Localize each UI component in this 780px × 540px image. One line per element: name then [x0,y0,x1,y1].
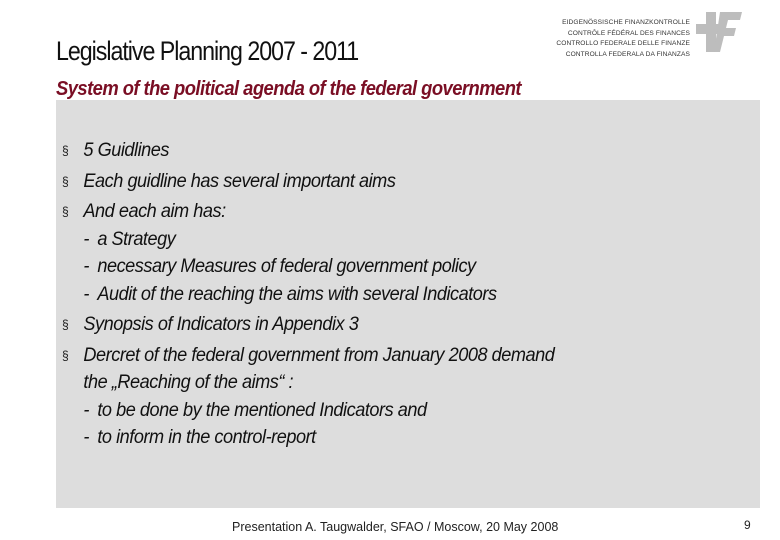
dash-marker: - [83,255,89,277]
sub-list-item-text: necessary Measures of federal government policy [97,255,476,277]
org-line-rm: CONTROLLA FEDERALA DA FINANZAS [565,50,690,58]
bullet-icon: § [62,204,69,219]
org-line-it: CONTROLLO FEDERALE DELLE FINANZE [556,40,690,47]
org-line-fr: CONTRÔLE FÉDÉRAL DES FINANCES [567,29,690,37]
dash-marker: - [83,282,89,305]
sub-list-item-text: a Strategy [97,227,176,250]
bullet-icon: § [62,317,69,332]
org-line-de: EIDGENÖSSISCHE FINANZKONTROLLE [562,19,690,26]
list-item-text: Synopsis of Indicators in Appendix 3 [83,313,359,335]
list-item-text: Dercret of the federal government from January 2008 demand [83,343,555,366]
bullet-icon: § [62,173,69,189]
list-item-text: And each aim has: [83,200,226,222]
organization-name-block [556,18,690,60]
bullet-icon: § [62,143,69,158]
sub-list-item-text: to inform in the control-report [97,426,316,448]
dash-marker: - [83,227,89,250]
sub-list-item-text: to be done by the mentioned Indicators and [97,398,427,421]
list-item-text: Each guidline has several important aims [83,169,396,192]
sub-list-item-text: Audit of the reaching the aims with several Indicators [97,282,497,305]
swiss-cross-f-logo-icon [696,8,744,56]
list-item-text: the „Reaching of the aims“ : [83,371,294,393]
page-number: 9 [744,518,751,532]
bullet-icon: § [62,347,69,363]
dash-marker: - [83,426,89,448]
footer-text: Presentation A. Taugwalder, SFAO / Moscow, 20 May 2008 [232,520,559,534]
slide-subtitle: System of the political agenda of the federal government [56,78,521,100]
slide-title: Legislative Planning 2007 - 2011 [56,36,359,66]
list-item-text: 5 Guidlines [83,139,170,161]
dash-marker: - [83,398,89,421]
